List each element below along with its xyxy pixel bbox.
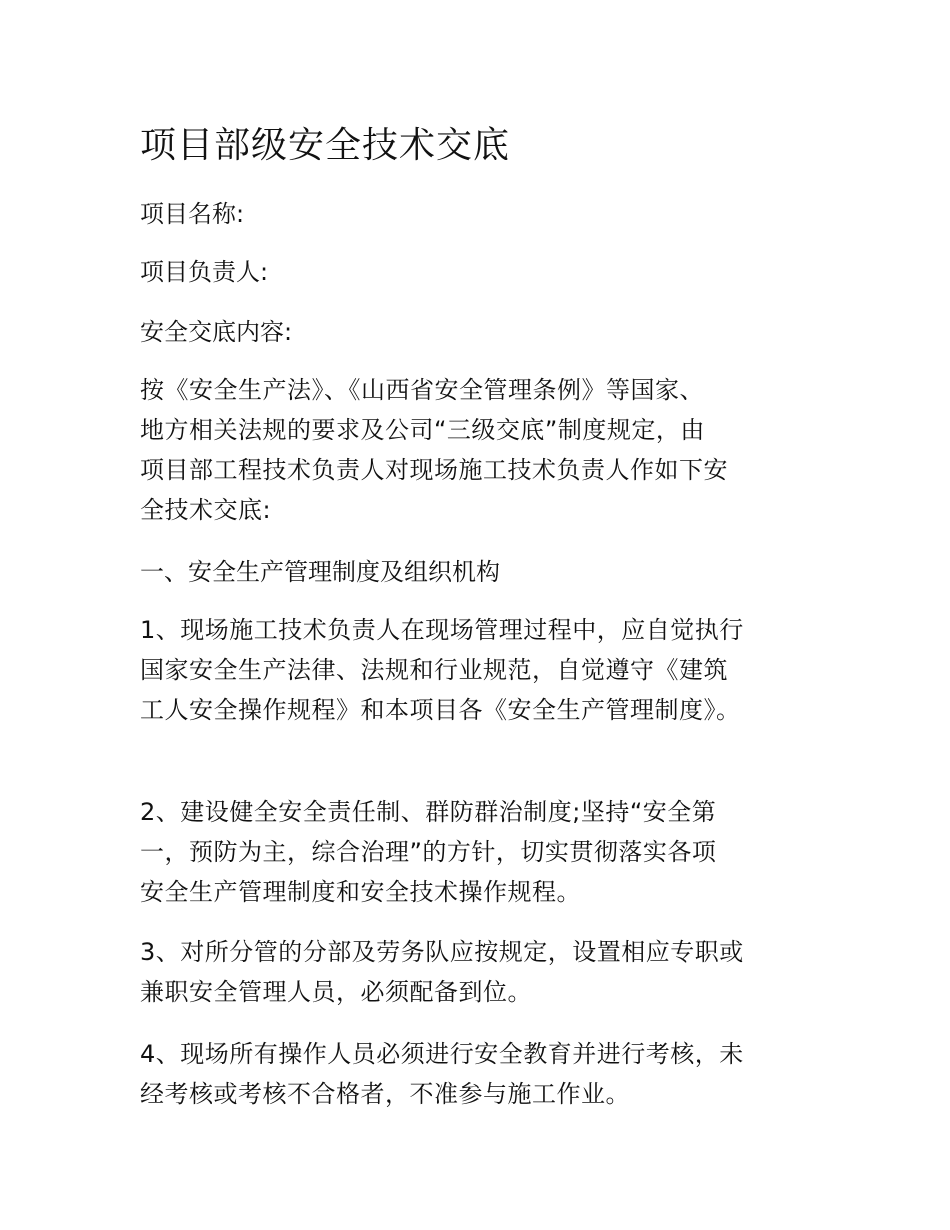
- item-line: 3、对所分管的分部及劳务队应按规定，设置相应专职或: [140, 938, 744, 966]
- item-line: 4、现场所有操作人员必须进行安全教育并进行考核，未: [140, 1040, 744, 1068]
- item-2-paragraph: [140, 792, 820, 912]
- content-label: 安全交底内容:: [140, 318, 293, 346]
- intro-line: 按《安全生产法》、《山西省安全管理条例》等国家、: [140, 376, 704, 404]
- project-leader-field: 项目负责人:: [140, 258, 269, 286]
- item-line: 2、建设健全安全责任制、群防群治制度;坚持“安全第: [140, 798, 717, 826]
- item-line: 安全生产管理制度和安全技术操作规程。: [140, 878, 581, 906]
- item-line: 经考核或考核不合格者，不准参与施工作业。: [140, 1080, 630, 1108]
- item-1-paragraph: [140, 610, 820, 730]
- section-heading: 一、安全生产管理制度及组织机构: [140, 558, 500, 586]
- item-line: 一，预防为主，综合治理”的方针，切实贯彻落实各项: [140, 838, 717, 866]
- project-name-field: 项目名称:: [140, 200, 245, 228]
- item-4-paragraph: [140, 1034, 820, 1114]
- document-title: 项目部级安全技术交底: [140, 125, 511, 166]
- item-line: 1、现场施工技术负责人在现场管理过程中，应自觉执行: [140, 616, 744, 644]
- intro-line: 项目部工程技术负责人对现场施工技术负责人作如下安: [140, 456, 728, 484]
- intro-paragraph: [140, 370, 820, 530]
- item-3-paragraph: [140, 932, 820, 1012]
- intro-line: 全技术交底:: [140, 496, 272, 524]
- item-line: 兼职安全管理人员，必须配备到位。: [140, 978, 532, 1006]
- intro-line: 地方相关法规的要求及公司“三级交底”制度规定，由: [140, 416, 705, 444]
- item-line: 工人安全操作规程》和本项目各《安全生产管理制度》。: [140, 696, 741, 724]
- item-line: 国家安全生产法律、法规和行业规范，自觉遵守《建筑: [140, 656, 728, 684]
